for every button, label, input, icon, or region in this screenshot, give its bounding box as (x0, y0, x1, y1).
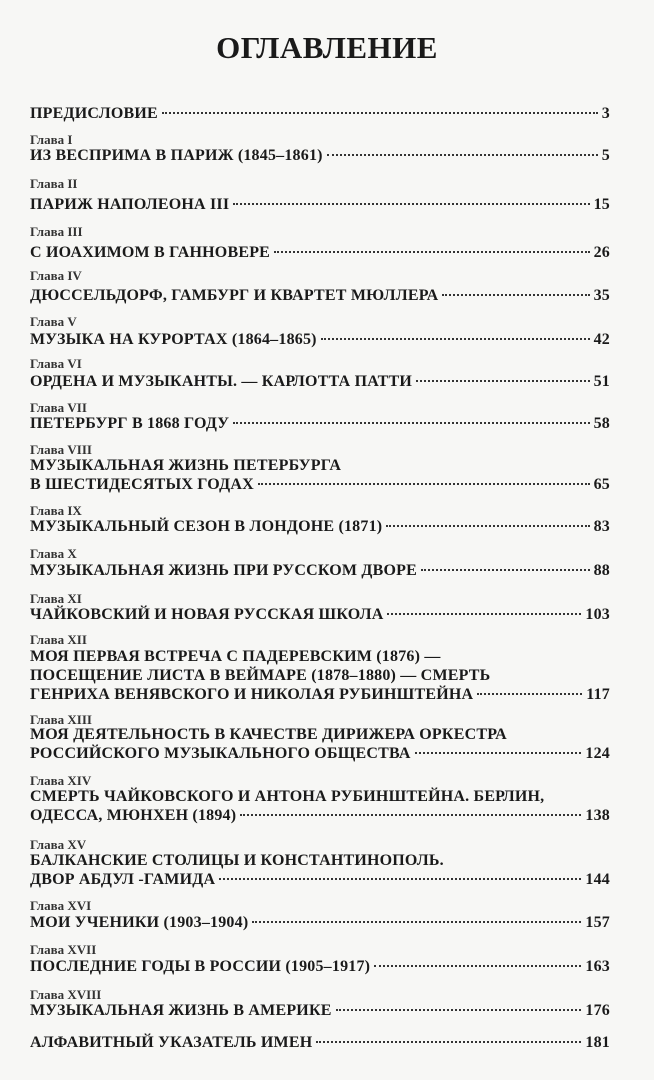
toc-entry (30, 195, 610, 214)
chapter-label: Глава XI (30, 591, 82, 606)
chapter-label: Глава V (30, 314, 77, 329)
toc-entry (30, 517, 610, 536)
toc-entry (30, 330, 610, 349)
chapter-label: Глава I (30, 132, 73, 147)
dot-leader (233, 422, 589, 424)
page-number: 124 (585, 745, 610, 762)
toc-entry (30, 414, 610, 433)
page-title: ОГЛАВЛЕНИЕ (216, 30, 438, 65)
page-number: 163 (585, 958, 610, 975)
dot-leader (374, 965, 581, 967)
dot-leader (416, 380, 590, 382)
chapter-label: Глава XV (30, 837, 87, 852)
entry-title-line: ПЕТЕРБУРГ В 1868 ГОДУ (30, 415, 230, 432)
dot-leader (386, 525, 589, 527)
toc-entry (30, 1033, 610, 1052)
page-number: 138 (585, 807, 610, 824)
toc-entry (30, 725, 610, 763)
dot-leader (415, 752, 582, 754)
dot-leader (477, 693, 582, 695)
entry-title-line: ОРДЕНА И МУЗЫКАНТЫ. — КАРЛОТТА ПАТТИ (30, 373, 412, 390)
dot-leader (421, 569, 590, 571)
page-number: 83 (593, 518, 610, 535)
entry-title-line: В ШЕСТИДЕСЯТЫХ ГОДАХ (30, 476, 254, 493)
page-number: 65 (593, 476, 610, 493)
entry-title-line: ДЮССЕЛЬДОРФ, ГАМБУРГ И КВАРТЕТ МЮЛЛЕРА (30, 287, 439, 304)
dot-leader (233, 203, 589, 205)
toc-entry (30, 787, 610, 825)
page-number: 88 (593, 562, 610, 579)
dot-leader (387, 613, 581, 615)
dot-leader (258, 483, 590, 485)
toc-entry (30, 372, 610, 391)
toc-entry (30, 104, 610, 123)
entry-title-line: РОССИЙСКОГО МУЗЫКАЛЬНОГО ОБЩЕСТВА (30, 745, 411, 762)
page-number: 3 (601, 105, 610, 122)
chapter-label: Глава XIV (30, 773, 92, 788)
entry-title-line: ПАРИЖ НАПОЛЕОНА III (30, 196, 230, 213)
chapter-label: Глава XVII (30, 942, 97, 957)
dot-leader (274, 251, 590, 253)
entry-title-line: С ИОАХИМОМ В ГАННОВЕРЕ (30, 244, 271, 261)
toc-entry (30, 1001, 610, 1020)
entry-title-line: МУЗЫКАЛЬНАЯ ЖИЗНЬ ПЕТЕРБУРГА (30, 457, 342, 474)
entry-title-line: МУЗЫКАЛЬНАЯ ЖИЗНЬ В АМЕРИКЕ (30, 1002, 332, 1019)
entry-title-line: ИЗ ВЕСПРИМА В ПАРИЖ (1845–1861) (30, 147, 323, 164)
toc-entry (30, 605, 610, 624)
page-number: 117 (586, 686, 610, 703)
entry-title-line: МУЗЫКАЛЬНЫЙ СЕЗОН В ЛОНДОНЕ (1871) (30, 518, 383, 535)
page-number: 5 (601, 147, 610, 164)
toc-entry (30, 286, 610, 305)
page-number: 35 (593, 287, 610, 304)
entry-title-line: МОИ УЧЕНИКИ (1903–1904) (30, 914, 249, 931)
entry-title-line: МУЗЫКА НА КУРОРТАХ (1864–1865) (30, 331, 317, 348)
chapter-label: Глава X (30, 546, 77, 561)
toc-entry (30, 561, 610, 580)
chapter-label: Глава II (30, 176, 78, 191)
entry-title-line: ПОСЕЩЕНИЕ ЛИСТА В ВЕЙМАРЕ (1878–1880) — СМЕРТЬ (30, 667, 491, 684)
dot-leader (240, 814, 581, 816)
chapter-label: Глава IX (30, 503, 82, 518)
entry-title-line: СМЕРТЬ ЧАЙКОВСКОГО И АНТОНА РУБИНШТЕЙНА. БЕРЛИН, (30, 788, 545, 805)
chapter-label: Глава VI (30, 356, 82, 371)
chapter-label: Глава IV (30, 268, 82, 283)
dot-leader (252, 921, 581, 923)
dot-leader (162, 112, 598, 114)
entry-title-line: АЛФАВИТНЫЙ УКАЗАТЕЛЬ ИМЕН (30, 1034, 313, 1051)
dot-leader (219, 878, 581, 880)
page-number: 176 (585, 1002, 610, 1019)
toc-entry (30, 851, 610, 889)
toc-entry (30, 647, 610, 704)
page-number: 103 (585, 606, 610, 623)
chapter-label: Глава XIII (30, 712, 92, 727)
entry-title-line: МОЯ ПЕРВАЯ ВСТРЕЧА С ПАДЕРЕВСКИМ (1876) — (30, 648, 441, 665)
entry-title-line: ПОСЛЕДНИЕ ГОДЫ В РОССИИ (1905–1917) (30, 958, 371, 975)
page-number: 58 (593, 415, 610, 432)
entry-title-line: ДВОР АБДУЛ -ГАМИДА (30, 871, 216, 888)
toc-entry (30, 243, 610, 262)
chapter-label: Глава III (30, 224, 83, 239)
toc-entry (30, 146, 610, 165)
page-number: 51 (593, 373, 610, 390)
entry-title-line: ПРЕДИСЛОВИЕ (30, 105, 158, 122)
dot-leader (316, 1041, 581, 1043)
toc-entry (30, 913, 610, 932)
chapter-label: Глава VIII (30, 442, 92, 457)
entry-title-line: ЧАЙКОВСКИЙ И НОВАЯ РУССКАЯ ШКОЛА (30, 606, 384, 623)
dot-leader (327, 154, 598, 156)
chapter-label: Глава XII (30, 632, 87, 647)
chapter-label: Глава XVI (30, 898, 92, 913)
page-number: 157 (585, 914, 610, 931)
page-number: 15 (593, 196, 610, 213)
page-number: 42 (593, 331, 610, 348)
entry-title-line: ОДЕССА, МЮНХЕН (1894) (30, 807, 237, 824)
entry-title-line: МУЗЫКАЛЬНАЯ ЖИЗНЬ ПРИ РУССКОМ ДВОРЕ (30, 562, 417, 579)
entry-title-line: ГЕНРИХА ВЕНЯВСКОГО И НИКОЛАЯ РУБИНШТЕЙНА (30, 686, 474, 703)
entry-title-line: МОЯ ДЕЯТЕЛЬНОСТЬ В КАЧЕСТВЕ ДИРИЖЕРА ОРКЕСТРА (30, 726, 507, 743)
chapter-label: Глава XVIII (30, 987, 102, 1002)
dot-leader (442, 294, 589, 296)
page-number: 144 (585, 871, 610, 888)
toc-entry (30, 456, 610, 494)
dot-leader (336, 1009, 582, 1011)
toc-entry (30, 957, 610, 976)
page-number: 26 (593, 244, 610, 261)
chapter-label: Глава VII (30, 400, 87, 415)
page-number: 181 (585, 1034, 610, 1051)
dot-leader (321, 338, 590, 340)
entry-title-line: БАЛКАНСКИЕ СТОЛИЦЫ И КОНСТАНТИНОПОЛЬ. (30, 852, 444, 869)
